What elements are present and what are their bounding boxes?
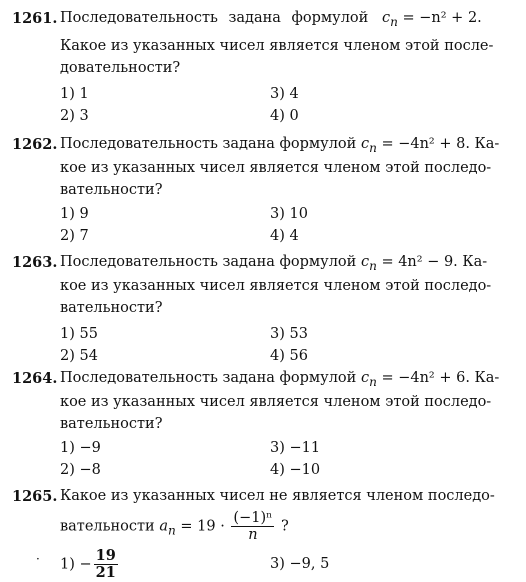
problem-text-line: Последовательность задана формулой $c_n = -n^2 + 2$.	[60, 10, 482, 29]
answer-option: 4) 56	[270, 348, 308, 364]
answer-option: 1) 1	[60, 86, 89, 102]
answer-option: 3) −11	[270, 440, 321, 456]
problem-text-line: Последовательность задана формулой $c_n = 4n^2 - 9$. Ка-	[60, 254, 488, 273]
problem-number: 1262.	[12, 136, 58, 153]
answer-option: 2) 54	[60, 348, 98, 364]
answer-option: 1) 55	[60, 326, 98, 342]
problem-text-line: кое из указанных чисел является членом этой последо-	[60, 160, 492, 176]
answer-option: 3) −9, 5	[270, 556, 330, 572]
answer-option: 3) 53	[270, 326, 308, 342]
answer-option: 4) 4	[270, 228, 299, 244]
problem-text-line: вательности?	[60, 300, 163, 316]
problem-text-line: кое из указанных чисел является членом этой последо-	[60, 278, 492, 294]
problem-number: 1265.	[12, 488, 58, 505]
answer-option: 1) 9	[60, 206, 89, 222]
problem-text-line: Какое из указанных чисел является членом этой после-	[60, 38, 494, 54]
answer-option: 2) 3	[60, 108, 89, 124]
fraction: $\frac{19}{21}$	[95, 547, 116, 581]
answer-option: 4) 0	[270, 108, 299, 124]
problem-text-line: довательности?	[60, 60, 181, 76]
answer-option: 2) −8	[60, 462, 101, 478]
answer-option: 4) −10	[270, 462, 321, 478]
answer-option: 3) 10	[270, 206, 308, 222]
problem-text-line: Какое из указанных чисел не является членом последо-	[60, 488, 495, 504]
problem-text-line: вательности $a_n = 19$ · $\frac{\text{(−1)ⁿ}}{n}$ ?	[60, 510, 289, 543]
problem-number: 1263.	[12, 254, 58, 271]
problem-text-line: кое из указанных чисел является членом этой последо-	[60, 394, 492, 410]
answer-option: 2) 7	[60, 228, 89, 244]
problem-text-line: Последовательность задана формулой $c_n = -4n^2 + 8$. Ка-	[60, 136, 500, 155]
formula: $c_n = -n^2 + 2$.	[382, 10, 482, 29]
answer-option: 3) 4	[270, 86, 299, 102]
problem-number: 1264.	[12, 370, 58, 387]
problem-number: 1261.	[12, 10, 58, 27]
problem-text-line: вательности?	[60, 182, 163, 198]
answer-option: 1) − $\frac{19}{21}$	[60, 547, 116, 581]
problem-text-line: вательности?	[60, 416, 163, 432]
stray-mark: ·	[36, 552, 40, 566]
fraction: $\frac{\text{(−1)ⁿ}}{n}$	[233, 510, 273, 543]
problem-text-line: Последовательность задана формулой $c_n = -4n^2 + 6$. Ка-	[60, 370, 500, 389]
answer-option: 1) −9	[60, 440, 101, 456]
